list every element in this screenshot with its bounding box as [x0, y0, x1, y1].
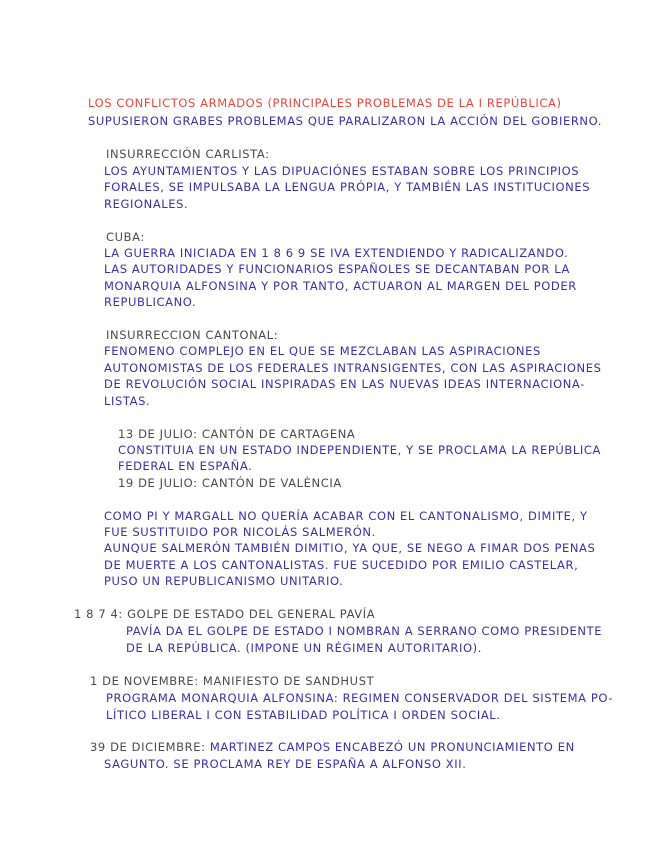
carlista-line: LOS AYUNTAMIENTOS Y LAS DIPUACIÓNES ESTABAN SOBRE LOS PRINCIPIOS: [104, 164, 580, 178]
page-title: LOS CONFLICTOS ARMADOS (PRINCIPALES PROBLEMAS DE LA I REPÚBLICA): [88, 96, 562, 110]
sagunto-text: MARTINEZ CAMPOS ENCABEZÓ UN PRONUNCIAMIENTO EN: [209, 740, 575, 754]
cantonal-line: FENOMENO COMPLEJO EN EL QUE SE MEZCLABAN LAS ASPIRACIONES: [104, 344, 541, 358]
cuba-line: REPUBLICANO.: [104, 295, 197, 309]
gobierno-line: AUNQUE SALMERÓN TAMBIÉN DIMITIO, YA QUE, SE NEGO A FIMAR DOS PENAS: [104, 541, 596, 555]
cantonal-line: DE REVOLUCIÓN SOCIAL INSPIRADAS EN LAS NUEVAS IDEAS INTERNACIONA-: [104, 377, 585, 391]
cuba-line: MONARQUIA ALFONSINA Y POR TANTO, ACTUARON AL MARGEN DEL PODER: [104, 279, 577, 293]
section-heading-cantonal: INSURRECCION CANTONAL:: [106, 328, 279, 342]
section-heading-sandhust: 1 DE NOVEMBRE: MANIFIESTO DE SANDHUST: [90, 674, 375, 688]
gobierno-line: PUSO UN REPUBLICANISMO UNITARIO.: [104, 574, 344, 588]
pavia-line: DE LA REPÚBLICA. (IMPONE UN RÉGIMEN AUTORITARIO).: [126, 641, 482, 655]
intro-text: SUPUSIERON GRABES PROBLEMAS QUE PARALIZARON LA ACCIÓN DEL GOBIERNO.: [88, 114, 603, 128]
sagunto-date: 39 DE DICIEMBRE:: [90, 740, 206, 754]
carlista-line: REGIONALES.: [104, 197, 189, 211]
sagunto-line-2: SAGUNTO. SE PROCLAMA REY DE ESPAÑA A ALFONSO XII.: [104, 757, 467, 771]
gobierno-line: FUE SUSTITUIDO POR NICOLÁS SALMERÓN.: [104, 525, 376, 539]
sagunto-line-1: [90, 740, 575, 755]
subheading-valencia: 19 DE JULIO: CANTÓN DE VALÈNCIA: [118, 476, 342, 490]
cantonal-line: LISTAS.: [104, 394, 151, 408]
cartagena-line: FEDERAL EN ESPAÑA.: [118, 459, 253, 473]
pavia-line: PAVÍA DA EL GOLPE DE ESTADO I NOMBRAN A SERRANO COMO PRESIDENTE: [126, 624, 603, 638]
gobierno-line: COMO PI Y MARGALL NO QUERÍA ACABAR CON EL CANTONALISMO, DIMITE, Y: [104, 509, 588, 523]
cuba-line: LAS AUTORIDADES Y FUNCIONARIOS ESPAÑOLES SE DECANTABAN POR LA: [104, 262, 571, 276]
cuba-line: LA GUERRA INICIADA EN 1 8 6 9 SE IVA EXTENDIENDO Y RADICALIZANDO.: [104, 246, 569, 260]
cartagena-line: CONSTITUIA EN UN ESTADO INDEPENDIENTE, Y SE PROCLAMA LA REPÚBLICA: [118, 443, 601, 457]
carlista-line: FORALES, SE IMPULSABA LA LENGUA PRÓPIA, Y TAMBIÉN LAS INSTITUCIONES: [104, 180, 591, 194]
section-heading-carlista: INSURRECCIÓN CARLISTA:: [106, 147, 270, 161]
cantonal-line: AUTONOMISTAS DE LOS FEDERALES INTRANSIGENTES, CON LAS ASPIRACIONES: [104, 361, 602, 375]
gobierno-line: DE MUERTE A LOS CANTONALISTAS. FUE SUCEDIDO POR EMILIO CASTELAR,: [104, 558, 579, 572]
section-heading-cuba: CUBA:: [106, 230, 145, 244]
sandhust-line: LÍTICO LIBERAL I CON ESTABILIDAD POLÍTICA I ORDEN SOCIAL.: [106, 708, 501, 722]
sandhust-line: PROGRAMA MONARQUIA ALFONSINA: REGIMEN CONSERVADOR DEL SISTEMA PO-: [106, 691, 614, 705]
subheading-cartagena: 13 DE JULIO: CANTÓN DE CARTAGENA: [118, 427, 356, 441]
section-heading-pavia: 1 8 7 4: GOLPE DE ESTADO DEL GENERAL PAVÍA: [74, 607, 376, 621]
